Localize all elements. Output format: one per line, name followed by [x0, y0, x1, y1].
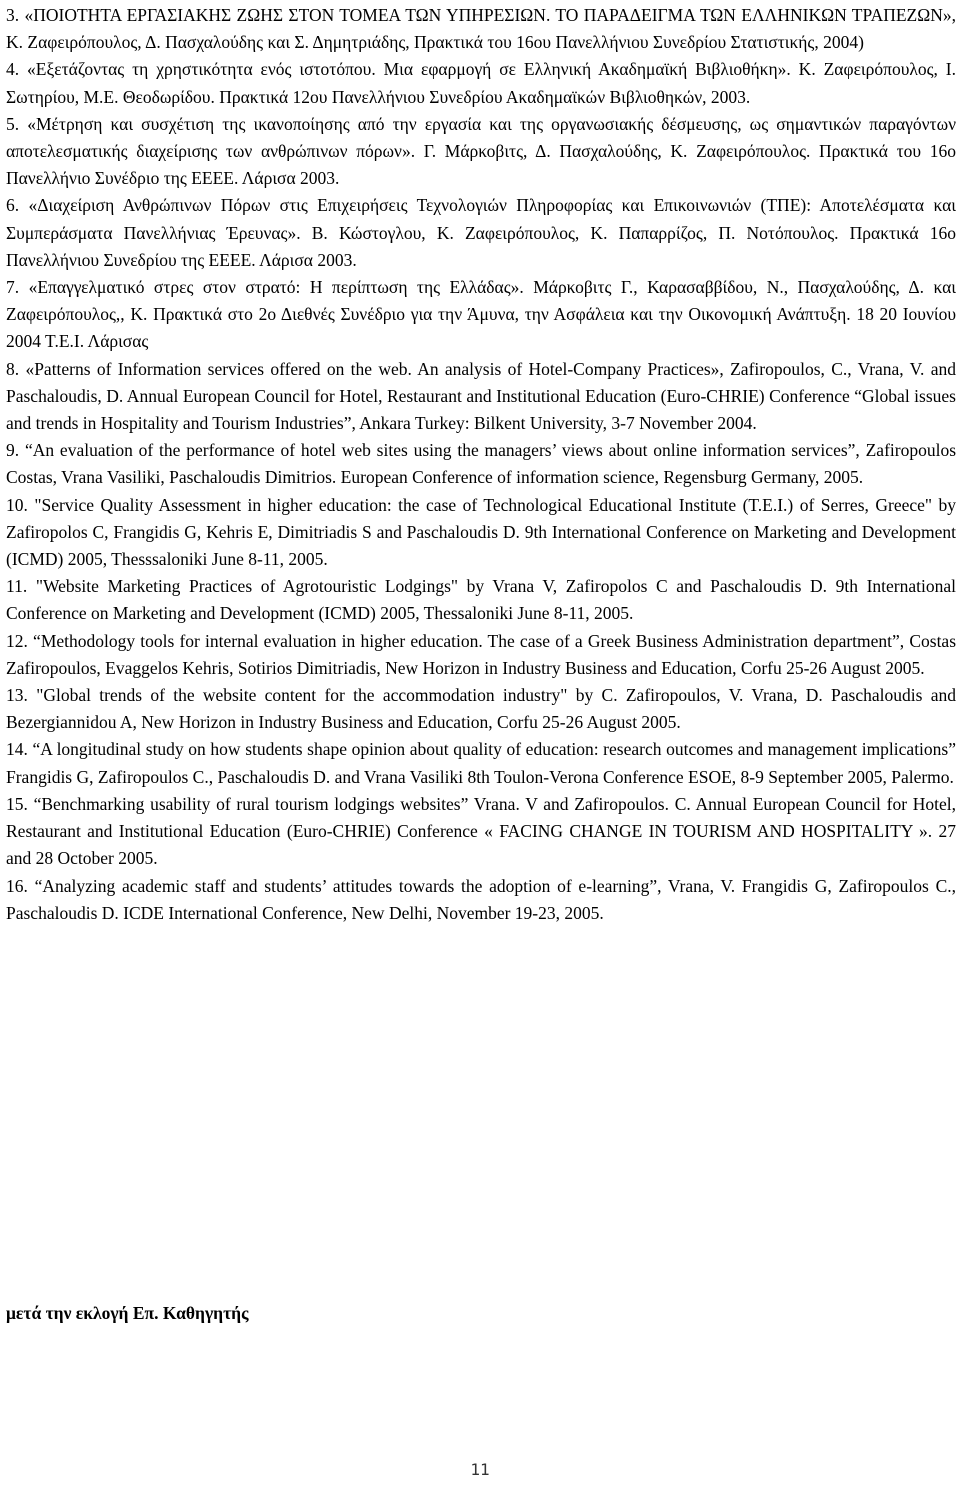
reference-item [6, 682, 956, 736]
reference-number: 11. [6, 576, 28, 597]
reference-text: “Analyzing academic staff and students’ attitudes towards the adoption of e-learning”, Vrana, V. Frangidis G, Zafiropoulos C., Paschaloudis D. ICDE International Conference, New Delhi, November 19-23, 2005. [6, 875, 957, 923]
reference-number: 8. [6, 358, 20, 379]
reference-number: 4. [6, 59, 20, 80]
reference-item [6, 736, 956, 790]
reference-item [6, 111, 956, 193]
reference-text: "Service Quality Assessment in higher education: the case of Technological Educational Institute (T.E.I.) of Serres, Greece" by Zafiropolos C, Frangidis G, Kehris E, Dimitriadis S and Paschaloudis D. 9th International Conference on Marketing and Development (ICMD) 2005, Thesssaloniki June 8-11, 2005. [6, 494, 957, 570]
reference-item [6, 437, 956, 491]
reference-text: “An evaluation of the performance of hotel web sites using the managers’ views about online information services”, Zafiropoulos Costas, Vrana Vasiliki, Paschaloudis Dimitrios. European Conference of information science, Regensburg Germany, 2005. [6, 440, 957, 488]
reference-text: “A longitudinal study on how students shape opinion about quality of education: research outcomes and management implications” Frangidis G, Zafiropoulos C., Paschaloudis D. and Vrana Vasiliki 8th Toulon-Verona Conference ESOE, 8-9 September 2005, Palermo. [6, 739, 956, 787]
reference-text: "Website Marketing Practices of Agrotouristic Lodgings" by Vrana V, Zafiropolos C and Paschaloudis D. 9th International Conference on Marketing and Development (ICMD) 2005, Thessaloniki June 8-11, 2005. [6, 576, 956, 624]
reference-text: «Μέτρηση και συσχέτιση της ικανοποίησης από την εργασία και της οργανωσιακής δέσμευσης, ως σημαντικών παραγόντων αποτελεσματικής διαχείρισης των ανθρώπινων πόρων». Γ. Μάρκοβιτς, Δ. Πασχαλούδης, Κ. Ζαφειρόπουλος. Πρακτικά του 16ο Πανελλήνιο Συνέδριο της ΕΕΕΕ. Λάρισα 2003. [6, 113, 957, 189]
reference-number: 14. [6, 739, 28, 760]
reference-item [6, 873, 956, 927]
reference-item [6, 492, 956, 574]
reference-number: 16. [6, 875, 28, 896]
reference-number: 3. [6, 5, 20, 25]
reference-item [6, 274, 956, 356]
reference-number: 5. [6, 113, 20, 134]
reference-text: «ΠΟΙΟΤΗΤΑ ΕΡΓΑΣΙΑΚΗΣ ΖΩΗΣ ΣΤΟΝ ΤΟΜΕΑ ΤΩΝ ΥΠΗΡΕΣΙΩΝ. ΤΟ ΠΑΡΑΔΕΙΓΜΑ ΤΩΝ ΕΛΛΗΝΙΚΩΝ ΤΡΑΠΕΖΩΝ», Κ. Ζαφειρόπουλος, Δ. Πασχαλούδης και Σ. Δημητριάδης, Πρακτικά του 16ου Πανελλήνιου Συνεδρίου Στατιστικής, 2004) [6, 5, 957, 53]
reference-item [6, 628, 956, 682]
reference-number: 9. [6, 440, 20, 461]
reference-item [6, 192, 956, 274]
reference-number: 13. [6, 685, 28, 706]
reference-number: 7. [6, 277, 20, 298]
reference-text: «Patterns of Information services offered on the web. An analysis of Hotel-Company Practices», Zafiropoulos, C., Vrana, V. and Paschaloudis, D. Annual European Council for Hotel, Restaurant and Institutional Education (Euro-CHRIE) Conference “Global issues and trends in Hospitality and Tourism Industries”, Ankara Turkey: Bilkent University, 3-7 November 2004. [6, 358, 957, 434]
reference-number: 10. [6, 494, 28, 515]
reference-number: 6. [6, 195, 20, 216]
reference-text: "Global trends of the website content for the accommodation industry" by C. Zafiropoulos, V. Vrana, D. Paschaloudis and Bezergiannidou A, New Horizon in Industry Business and Education, Corfu 25-26 August 2005. [6, 685, 957, 733]
reference-item [6, 356, 956, 438]
section-heading: μετά την εκλογή Επ. Καθηγητής [6, 1303, 249, 1323]
reference-text: “Methodology tools for internal evaluation in higher education. The case of a Greek Business Administration department”, Costas Zafiropoulos, Evaggelos Kehris, Sotirios Dimitriadis, New Horizon in Industry Business and Education, Corfu 25-26 August 2005. [6, 630, 957, 678]
reference-list [6, 2, 956, 927]
reference-text: «Διαχείριση Ανθρώπινων Πόρων στις Επιχειρήσεις Τεχνολογιών Πληροφορίας και Επικοινωνιών (ΤΠΕ): Αποτελέσματα και Συμπεράσματα Πανελλήνιας Έρευνας». Β. Κώστογλου, Κ. Ζαφειρόπουλος, Κ. Παπαρρίζος, Π. Νοτόπουλος. Πρακτικά 16ο Πανελλήνιου Συνεδρίου της ΕΕΕΕ. Λάρισα 2003. [6, 195, 957, 270]
reference-text: «Επαγγελματικό στρες στον στρατό: Η περίπτωση της Ελλάδας». Μάρκοβιτς Γ., Καρασαββίδου, Ν., Πασχαλούδης, Δ. και Ζαφειρόπουλος,, Κ. Πρακτικά στο 2ο Διεθνές Συνέδριο για την Άμυνα, την Ασφάλεια και την Οικονομική Ανάπτυξη. 18 20 Ιουνίου 2004 Τ.Ε.Ι. Λάρισας [6, 277, 956, 352]
page-number: 11 [470, 1460, 490, 1479]
reference-item [6, 573, 956, 627]
reference-text: “Benchmarking usability of rural tourism lodgings websites” Vrana. V and Zafiropoulos. C. Annual European Council for Hotel, Restaurant and Institutional Education (Euro-CHRIE) Conference « FACING CHANGE IN TOURISM AND HOSPITALITY ». 27 and 28 October 2005. [6, 793, 956, 869]
reference-text: «Εξετάζοντας τη χρηστικότητα ενός ιστοτόπου. Μια εφαρμογή σε Ελληνική Ακαδημαϊκή Βιβλιοθήκη». Κ. Ζαφειρόπουλος, Ι. Σωτηρίου, Μ.Ε. Θεοδωρίδου. Πρακτικά 12ου Πανελλήνιου Συνεδρίου Ακαδημαϊκών Βιβλιοθηκών, 2003. [6, 59, 957, 107]
reference-item [6, 56, 956, 110]
reference-item [6, 2, 956, 56]
reference-item [6, 791, 956, 873]
reference-number: 15. [6, 793, 28, 814]
reference-number: 12. [6, 630, 28, 651]
